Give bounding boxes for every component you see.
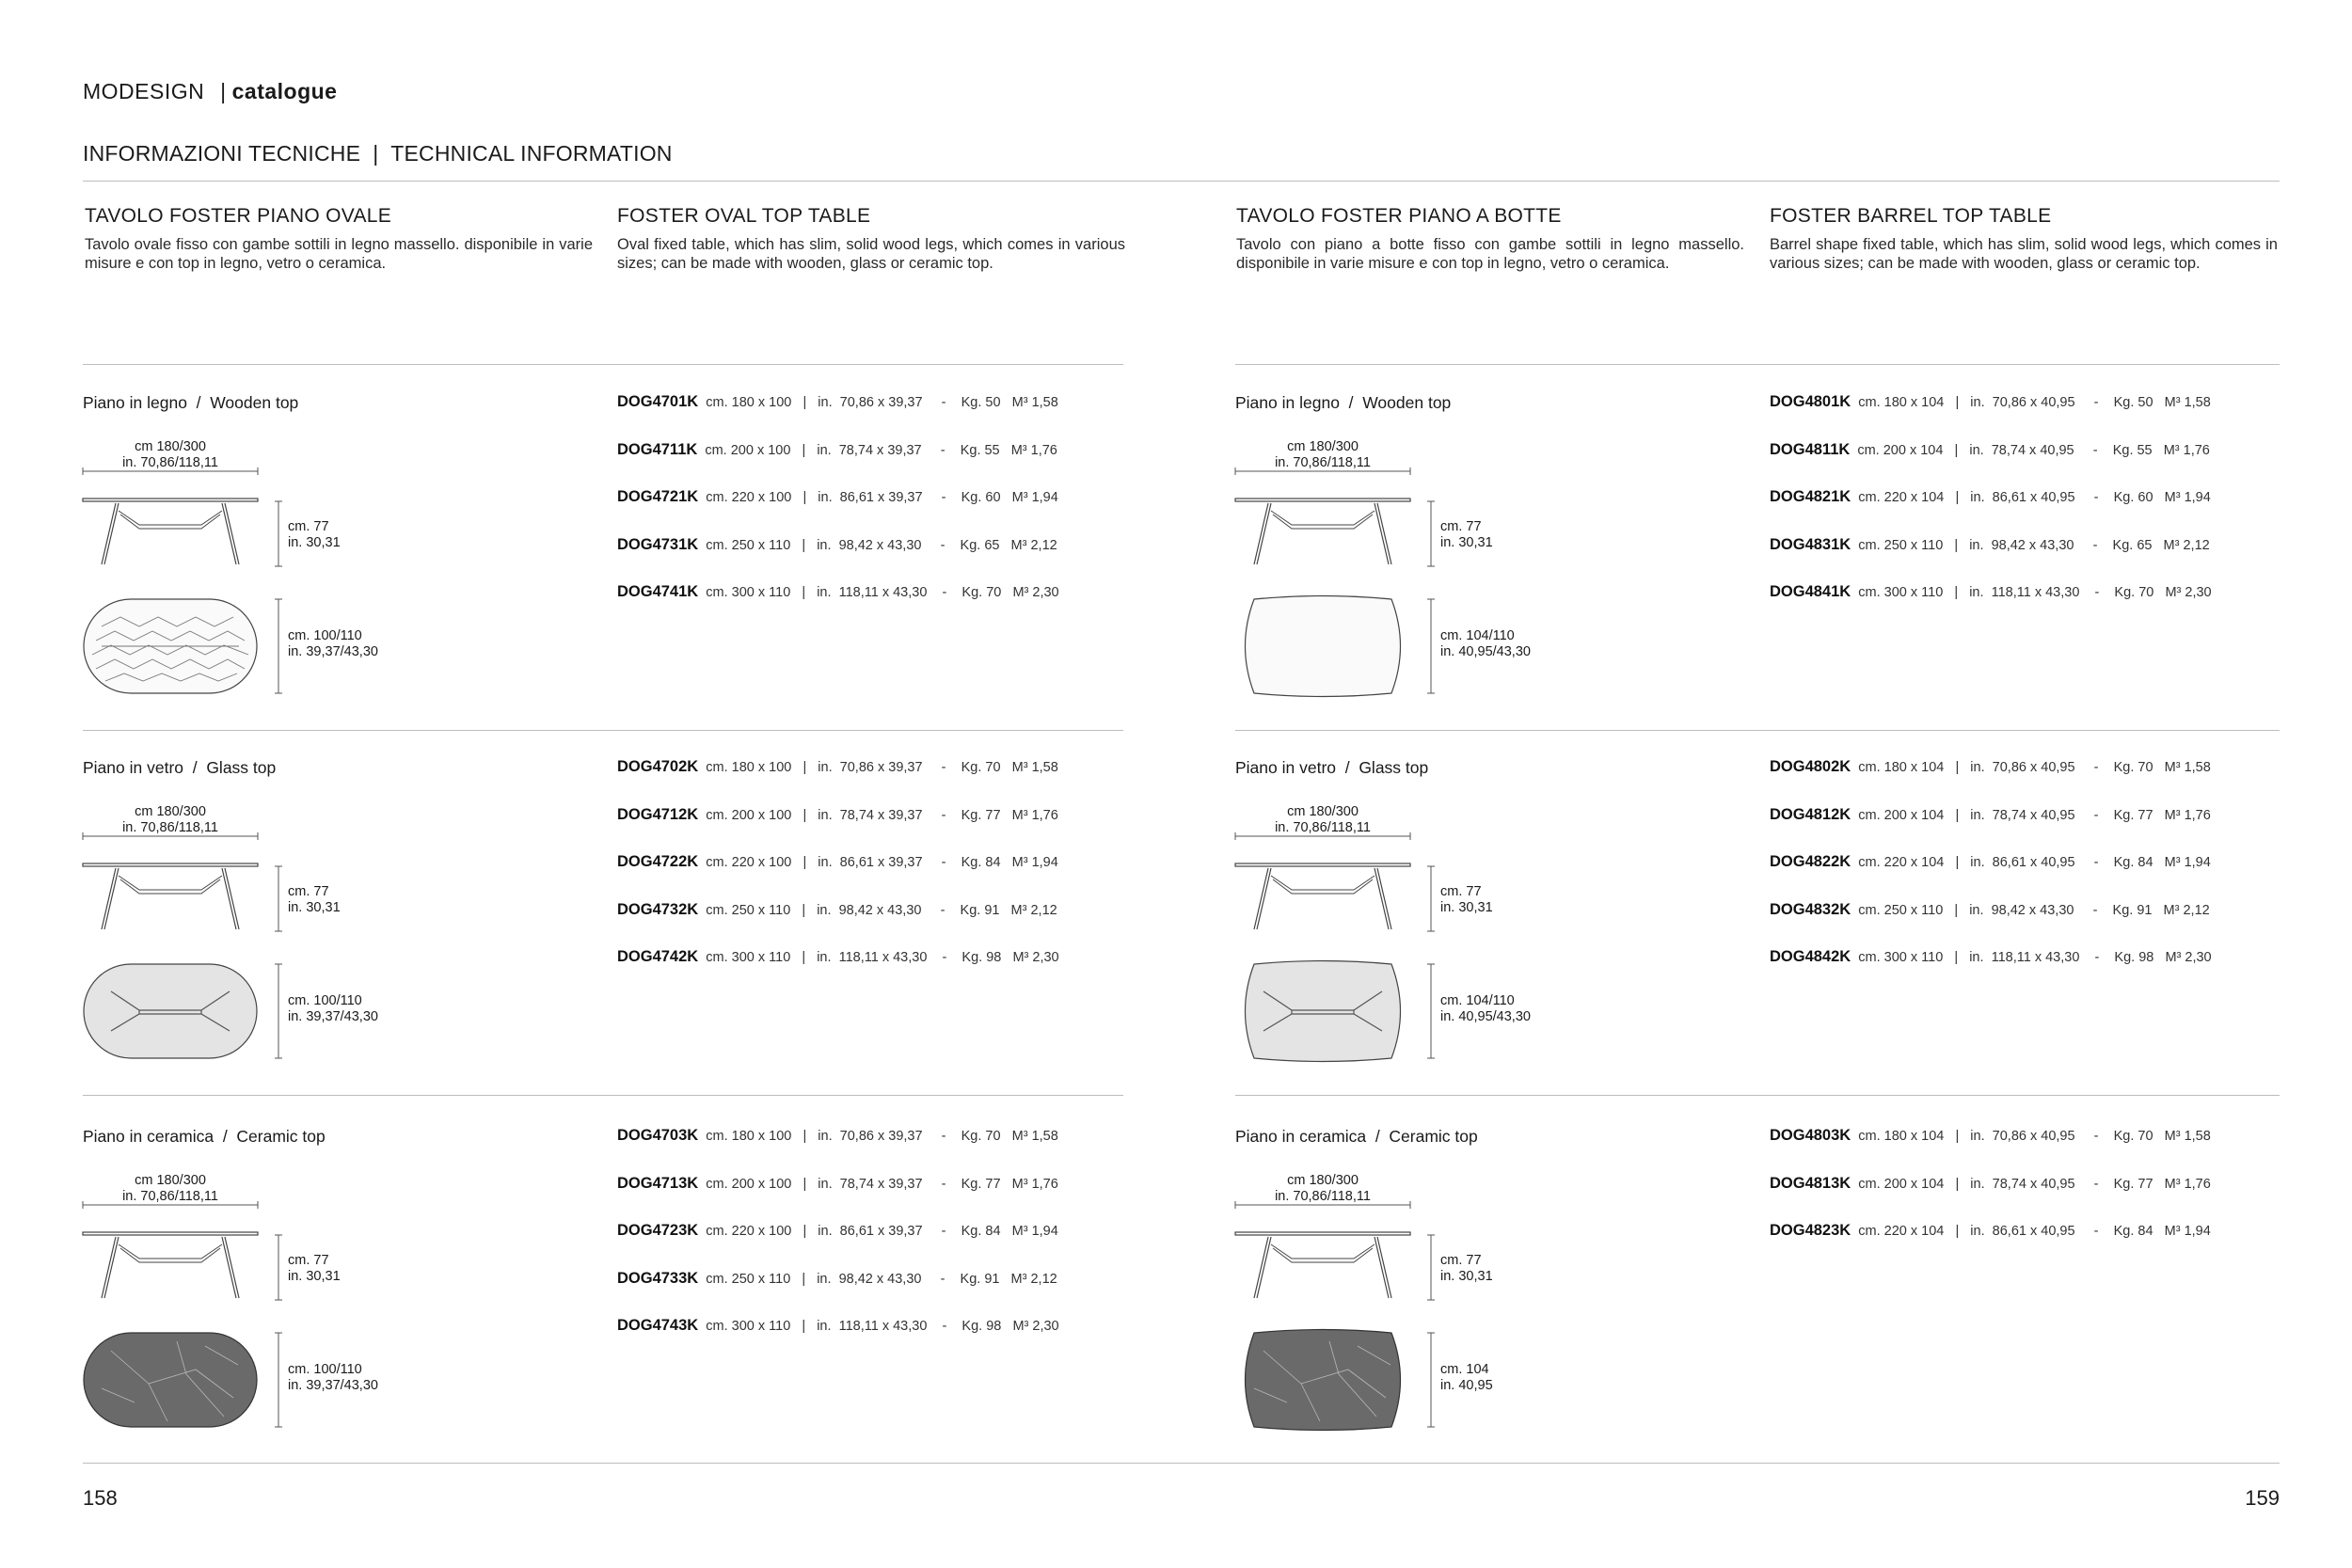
page-number-right: 159 [2245,1486,2280,1510]
product-code: DOG4722K [617,853,699,870]
product-code: DOG4831K [1770,536,1851,553]
product-code: DOG4823K [1770,1222,1851,1239]
product-row [1770,901,2210,919]
height-cm: cm. 77 [1440,884,1482,899]
height-in: in. 30,31 [288,900,341,915]
width-dimension [1440,993,1531,1025]
length-in: in. 70,86/118,11 [122,820,218,835]
length-cm: cm 180/300 [135,439,206,454]
left-desc-it: Tavolo ovale fisso con gambe sottili in legno massello. disponibile in varie misure e con top in legno, vetro o ceramica. [85,236,593,272]
product-code: DOG4731K [617,536,699,553]
height-in: in. 30,31 [1440,900,1493,915]
width-in: in. 40,95/43,30 [1440,644,1531,659]
length-cm: cm 180/300 [135,1173,206,1188]
product-spec: cm. 300 x 110 | in. 118,11 x 43,30 - Kg. 70 M³ 2,30 [698,585,1059,600]
section-divider [1235,364,2280,365]
length-dimension [1235,804,1410,836]
product-spec: cm. 220 x 104 | in. 86,61 x 40,95 - Kg. 84 M³ 1,94 [1851,855,2211,870]
height-in: in. 30,31 [288,535,341,550]
section-divider [83,730,1123,731]
section-divider [83,1095,1123,1096]
height-in: in. 30,31 [1440,535,1493,550]
section-divider [1235,730,2280,731]
length-cm: cm 180/300 [1287,804,1359,819]
height-cm: cm. 77 [288,1253,329,1268]
product-row [1770,853,2211,871]
product-code: DOG4742K [617,948,699,965]
product-spec: cm. 180 x 104 | in. 70,86 x 40,95 - Kg. 50 M³ 1,58 [1851,395,2211,410]
length-in: in. 70,86/118,11 [122,455,218,470]
length-dimension [83,439,258,471]
product-spec: cm. 300 x 110 | in. 118,11 x 43,30 - Kg. 98 M³ 2,30 [1851,950,2212,965]
product-spec: cm. 180 x 104 | in. 70,86 x 40,95 - Kg. 70 M³ 1,58 [1851,760,2211,775]
product-row [1770,1175,2211,1193]
product-row [617,853,1058,871]
product-spec: cm. 220 x 100 | in. 86,61 x 39,37 - Kg. 84 M³ 1,94 [698,1224,1058,1239]
length-dimension [1235,1173,1410,1205]
width-in: in. 39,37/43,30 [288,1378,378,1393]
right-desc-it: Tavolo con piano a botte fisso con gambe sottili in legno massello. disponibile in varie misure e con top in legno, vetro o ceramica. [1236,236,1744,272]
brand-name: MODESIGN [83,79,205,103]
product-code: DOG4732K [617,901,699,918]
product-row [617,488,1058,506]
section-divider [83,364,1123,365]
length-in: in. 70,86/118,11 [1275,820,1371,835]
footer-divider [83,1463,2280,1464]
product-row [617,393,1058,411]
product-code: DOG4711K [617,441,698,458]
product-code: DOG4842K [1770,948,1851,965]
product-spec: cm. 250 x 110 | in. 98,42 x 43,30 - Kg. 91 M³ 2,12 [1851,903,2210,918]
section-title: Piano in legno / Wooden top [83,393,299,412]
product-row [617,1222,1058,1240]
product-spec: cm. 300 x 110 | in. 118,11 x 43,30 - Kg. 70 M³ 2,30 [1851,585,2212,600]
product-spec: cm. 200 x 104 | in. 78,74 x 40,95 - Kg. 77 M³ 1,76 [1851,808,2211,823]
product-spec: cm. 250 x 110 | in. 98,42 x 43,30 - Kg. 91 M³ 2,12 [698,1272,1057,1287]
product-code: DOG4803K [1770,1127,1851,1144]
product-spec: cm. 200 x 104 | in. 78,74 x 40,95 - Kg. 77 M³ 1,76 [1851,1177,2211,1192]
product-row [1770,1222,2211,1240]
length-dimension [83,804,258,836]
product-row [1770,441,2210,459]
page-subtitle: INFORMAZIONI TECNICHE | TECHNICAL INFORMATION [83,141,673,166]
width-dimension [1440,628,1531,660]
product-spec: cm. 250 x 110 | in. 98,42 x 43,30 - Kg. 65 M³ 2,12 [698,538,1057,553]
page-number-left: 158 [83,1486,118,1510]
width-dimension [1440,1362,1493,1394]
product-row [1770,1127,2211,1145]
product-spec: cm. 220 x 100 | in. 86,61 x 39,37 - Kg. 84 M³ 1,94 [698,855,1058,870]
product-row [617,758,1058,776]
product-code: DOG4832K [1770,901,1851,918]
right-desc-en: Barrel shape fixed table, which has slim, solid wood legs, which comes in various sizes; can be made with wooden, glass or ceramic top. [1770,236,2278,272]
length-cm: cm 180/300 [1287,439,1359,454]
left-desc-en: Oval fixed table, which has slim, solid wood legs, which comes in various sizes; can be made with wooden, glass or ceramic top. [617,236,1125,272]
height-dimension [1440,884,1493,916]
product-row [617,901,1057,919]
height-cm: cm. 77 [288,884,329,899]
brand-header [83,79,337,104]
product-spec: cm. 300 x 110 | in. 118,11 x 43,30 - Kg. 98 M³ 2,30 [698,950,1059,965]
product-code: DOG4802K [1770,758,1851,775]
product-row [617,441,1057,459]
product-spec: cm. 180 x 104 | in. 70,86 x 40,95 - Kg. 70 M³ 1,58 [1851,1129,2211,1144]
product-spec: cm. 180 x 100 | in. 70,86 x 39,37 - Kg. 50 M³ 1,58 [698,395,1058,410]
product-row [617,536,1057,554]
width-cm: cm. 104 [1440,1362,1489,1377]
right-title-it: TAVOLO FOSTER PIANO A BOTTE [1236,205,1562,227]
product-spec: cm. 220 x 104 | in. 86,61 x 40,95 - Kg. 60 M³ 1,94 [1851,490,2211,505]
product-row [617,806,1058,824]
product-spec: cm. 250 x 110 | in. 98,42 x 43,30 - Kg. 91 M³ 2,12 [698,903,1057,918]
product-code: DOG4713K [617,1175,699,1192]
width-in: in. 39,37/43,30 [288,644,378,659]
product-code: DOG4801K [1770,393,1851,410]
width-dimension [288,1362,378,1394]
product-spec: cm. 300 x 110 | in. 118,11 x 43,30 - Kg. 98 M³ 2,30 [698,1319,1059,1334]
product-code: DOG4703K [617,1127,699,1144]
width-in: in. 39,37/43,30 [288,1009,378,1024]
product-code: DOG4701K [617,393,699,410]
product-row [1770,948,2212,966]
product-row [1770,393,2211,411]
width-cm: cm. 104/110 [1440,993,1515,1008]
product-code: DOG4741K [617,583,699,600]
product-code: DOG4712K [617,806,699,823]
left-title-en: FOSTER OVAL TOP TABLE [617,205,871,227]
length-in: in. 70,86/118,11 [122,1189,218,1204]
section-divider [1235,1095,2280,1096]
height-dimension [288,1253,341,1285]
product-code: DOG4822K [1770,853,1851,870]
height-dimension [1440,519,1493,551]
section-title: Piano in ceramica / Ceramic top [1235,1127,1478,1146]
product-spec: cm. 220 x 104 | in. 86,61 x 40,95 - Kg. 84 M³ 1,94 [1851,1224,2211,1239]
product-row [617,1317,1059,1335]
left-title-it: TAVOLO FOSTER PIANO OVALE [85,205,392,227]
product-row [617,1270,1057,1288]
height-in: in. 30,31 [1440,1269,1493,1284]
product-code: DOG4723K [617,1222,699,1239]
product-row [1770,536,2210,554]
product-spec: cm. 180 x 100 | in. 70,86 x 39,37 - Kg. 70 M³ 1,58 [698,760,1058,775]
product-spec: cm. 200 x 100 | in. 78,74 x 39,37 - Kg. 77 M³ 1,76 [698,808,1058,823]
product-code: DOG4812K [1770,806,1851,823]
product-code: DOG4841K [1770,583,1851,600]
width-in: in. 40,95 [1440,1378,1493,1393]
product-spec: cm. 250 x 110 | in. 98,42 x 43,30 - Kg. 65 M³ 2,12 [1851,538,2210,553]
product-spec: cm. 200 x 100 | in. 78,74 x 39,37 - Kg. 55 M³ 1,76 [697,443,1057,458]
product-code: DOG4813K [1770,1175,1851,1192]
section-title: Piano in ceramica / Ceramic top [83,1127,326,1146]
height-cm: cm. 77 [1440,1253,1482,1268]
height-dimension [288,519,341,551]
length-cm: cm 180/300 [1287,1173,1359,1188]
product-spec: cm. 180 x 100 | in. 70,86 x 39,37 - Kg. 70 M³ 1,58 [698,1129,1058,1144]
right-title-en: FOSTER BARREL TOP TABLE [1770,205,2052,227]
product-row [617,1175,1058,1193]
length-dimension [1235,439,1410,471]
width-cm: cm. 100/110 [288,993,362,1008]
section-title: Piano in legno / Wooden top [1235,393,1452,412]
width-cm: cm. 100/110 [288,628,362,643]
length-dimension [83,1173,258,1205]
brand-section: catalogue [231,79,338,103]
brand-separator: | [220,79,227,103]
product-row [1770,758,2211,776]
length-in: in. 70,86/118,11 [1275,1189,1371,1204]
product-spec: cm. 200 x 100 | in. 78,74 x 39,37 - Kg. 77 M³ 1,76 [698,1177,1058,1192]
height-cm: cm. 77 [1440,519,1482,534]
product-code: DOG4721K [617,488,699,505]
product-row [617,948,1059,966]
length-in: in. 70,86/118,11 [1275,455,1371,470]
header-divider [83,181,2280,182]
product-code: DOG4743K [617,1317,699,1334]
product-row [1770,488,2211,506]
product-row [1770,583,2212,601]
product-code: DOG4811K [1770,441,1851,458]
height-dimension [1440,1253,1493,1285]
product-code: DOG4733K [617,1270,699,1287]
product-code: DOG4821K [1770,488,1851,505]
width-in: in. 40,95/43,30 [1440,1009,1531,1024]
product-row [617,1127,1058,1145]
width-cm: cm. 104/110 [1440,628,1515,643]
section-title: Piano in vetro / Glass top [83,758,277,777]
width-dimension [288,628,378,660]
height-in: in. 30,31 [288,1269,341,1284]
width-cm: cm. 100/110 [288,1362,362,1377]
width-dimension [288,993,378,1025]
section-title: Piano in vetro / Glass top [1235,758,1429,777]
height-dimension [288,884,341,916]
product-code: DOG4702K [617,758,699,775]
product-spec: cm. 200 x 104 | in. 78,74 x 40,95 - Kg. 55 M³ 1,76 [1850,443,2210,458]
product-spec: cm. 220 x 100 | in. 86,61 x 39,37 - Kg. 60 M³ 1,94 [698,490,1058,505]
height-cm: cm. 77 [288,519,329,534]
product-row [1770,806,2211,824]
product-row [617,583,1059,601]
length-cm: cm 180/300 [135,804,206,819]
